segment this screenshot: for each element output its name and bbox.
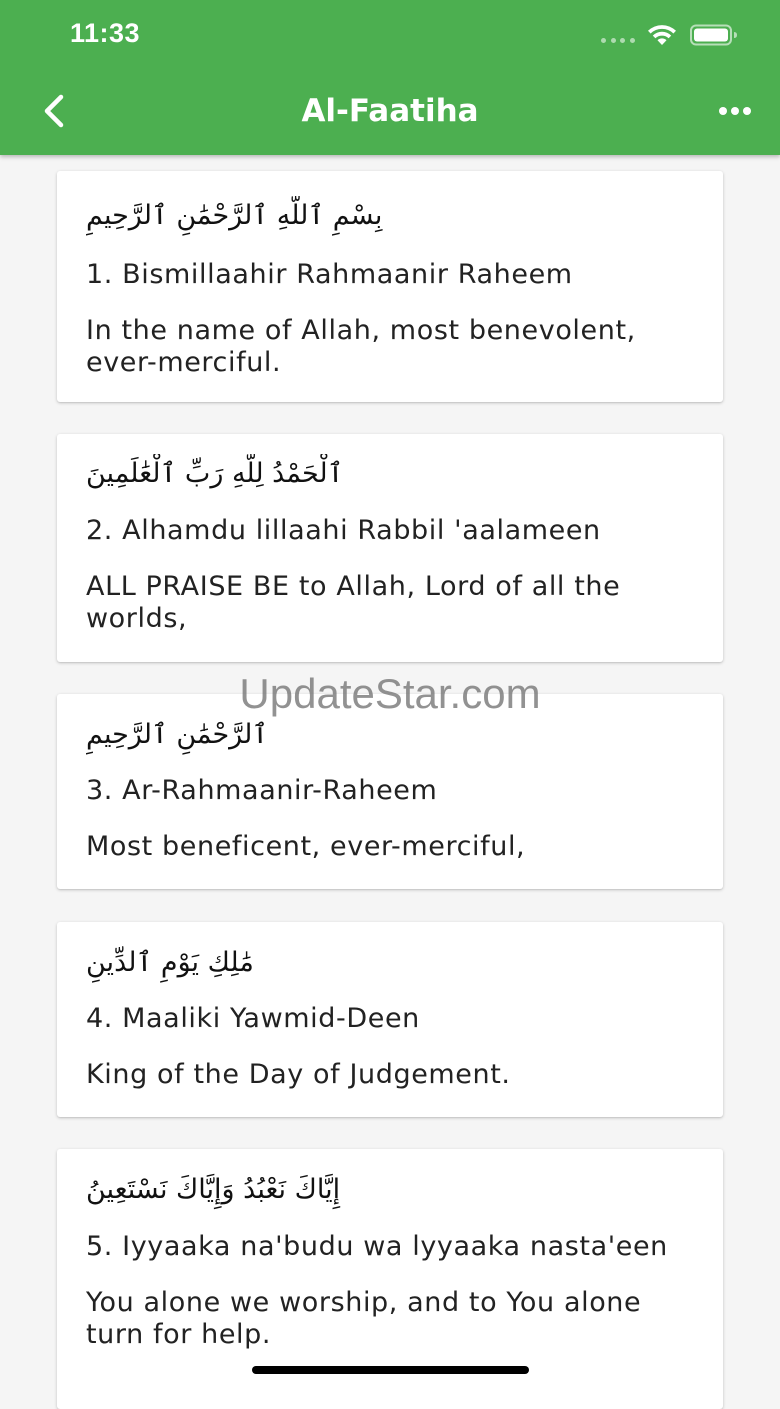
verse-transliteration: 2. Alhamdu lillaahi Rabbil 'aalameen [86,515,601,546]
verse-transliteration: 1. Bismillaahir Rahmaanir Raheem [86,259,573,290]
verse-transliteration: 5. Iyyaaka na'budu wa lyyaaka nasta'een [86,1231,668,1262]
wifi-icon [647,24,677,46]
verse-card[interactable] [57,694,723,889]
more-options-button[interactable] [712,96,758,126]
verse-card[interactable] [57,434,723,662]
verse-card[interactable] [57,922,723,1117]
verse-translation: ALL PRAISE BE to Allah, Lord of all the worlds, [86,571,621,634]
page-title: Al-Faatiha [301,93,479,129]
verse-arabic: ٱلرَّحْمَٰنِ ٱلرَّحِيمِ [86,719,269,750]
more-horizontal-icon [718,106,752,116]
home-indicator[interactable] [252,1366,529,1374]
verse-arabic: إِيَّاكَ نَعْبُدُ وَإِيَّاكَ نَسْتَعِينُ [86,1174,341,1205]
verse-arabic: بِسْمِ ٱللَّهِ ٱلرَّحْمَٰنِ ٱلرَّحِيمِ [86,200,383,231]
verse-transliteration: 4. Maaliki Yawmid-Deen [86,1003,420,1034]
verse-arabic: ٱلْحَمْدُ لِلَّهِ رَبِّ ٱلْعَٰلَمِينَ [86,458,344,489]
verse-card[interactable] [57,171,723,402]
verse-translation: Most beneficent, ever-merciful, [86,831,526,862]
verse-arabic: مَٰلِكِ يَوْمِ ٱلدِّينِ [86,947,254,978]
status-time: 11:33 [70,18,141,48]
app-bar [0,0,780,155]
cellular-signal-icon [601,38,635,44]
verse-translation: You alone we worship, and to You alone turn for help. [86,1287,642,1350]
verse-translation: In the name of Allah, most benevolent, ever-merciful. [86,315,636,378]
verse-translation: King of the Day of Judgement. [86,1059,511,1090]
watermark-text: UpdateStar.com [239,670,541,717]
verse-transliteration: 3. Ar-Rahmaanir-Raheem [86,775,438,806]
battery-icon [690,24,738,46]
